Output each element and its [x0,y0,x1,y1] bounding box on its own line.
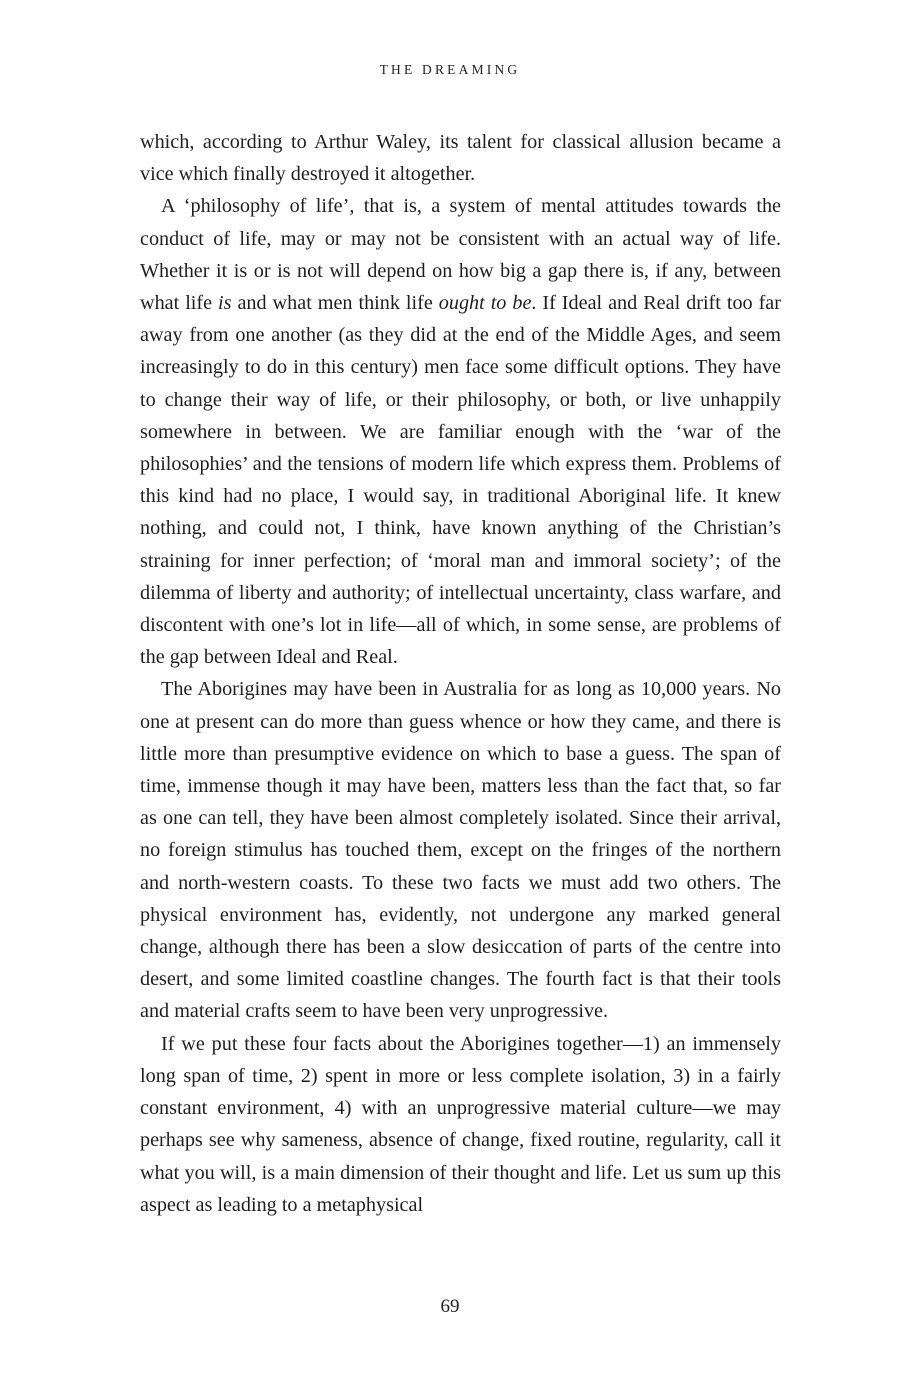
paragraph [140,1028,781,1221]
paragraph [140,190,781,673]
text-run: The Aborigines may have been in Australia for as long as 10,000 years. No one at present can do more than guess whence or how they came, and there is little more than presumptive evidence on which to base a guess. The span of time, immense though it may have been, matters less than the fact that, so far as one can tell, they have been almost completely isolated. Since their arrival, no foreign stimulus has touched them, except on the fringes of the northern and north-western coasts. To these two facts we must add two others. The physical environment has, evidently, not undergone any marked general change, although there has been a slow desiccation of parts of the centre into desert, and some limited coastline changes. The fourth fact is that their tools and material crafts seem to have been very unprogressive. [140,678,781,1023]
running-head: THE DREAMING [379,62,521,77]
text-run: . If Ideal and Real drift too far away from one another (as they did at the end of the Middle Ages, and seem increasingly to do in this century) men face some difficult options. They have to change their way of life, or their philosophy, or both, or live unhappily somewhere in between. We are familiar enough with the ‘war of the philosophies’ and the tensions of modern life which express them. Problems of this kind had no place, I would say, in traditional Aboriginal life. It knew nothing, and could not, I think, have known anything of the Christian’s straining for inner perfection; of ‘moral man and immoral society’; of the dilemma of liberty and authority; of intellectual uncertainty, class warfare, and discontent with one’s lot in life—all of which, in some sense, are problems of the gap between Ideal and Real. [140,292,781,669]
body-text [140,126,781,1221]
italic-text: is [218,292,232,315]
paragraph [140,126,781,190]
text-run: If we put these four facts about the Aborigines together—1) an immensely long span of time, 2) spent in more or less complete isolation, 3) in a fairly constant environment, 4) with an unprogressive material culture—we may perhaps see why sameness, absence of change, fixed routine, regularity, call it what you will, is a main dimension of their thought and life. Let us sum up this aspect as leading to a metaphysical [140,1032,781,1216]
text-run: which, according to Arthur Waley, its talent for classical allusion became a vice which finally destroyed it altogether. [140,131,781,186]
paragraph [140,673,781,1027]
page-number: 69 [440,1296,460,1317]
italic-text: ought to be [438,292,532,315]
text-run: and what men think life [231,292,439,315]
text-run: A ‘philosophy of life’, that is, a system of mental attitudes towards the conduct of life, may or may not be consistent with an actual way of life. Whether it is or is not will depend on how big a gap there is, if any, between what life [140,195,781,315]
